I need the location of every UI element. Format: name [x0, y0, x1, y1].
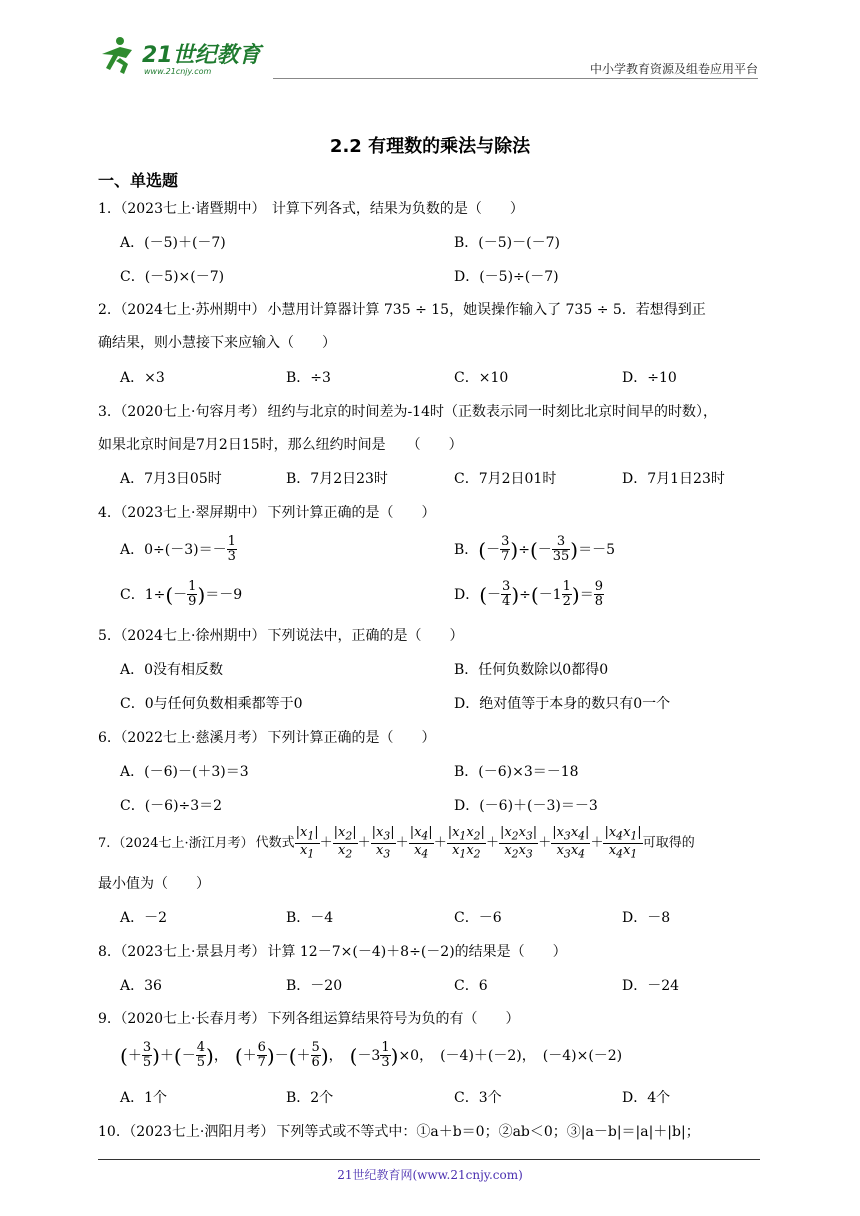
question-number: 4.: [98, 505, 112, 521]
question-source: （2023七上·泗阳月考）: [122, 1124, 275, 1140]
option-d[interactable]: D．÷10: [622, 370, 677, 386]
question-source: （2024七上·徐州期中）: [113, 628, 266, 644]
option-d[interactable]: D．－24: [622, 978, 680, 994]
option-d[interactable]: D．4个: [622, 1090, 671, 1106]
option-b[interactable]: B．－4: [286, 910, 334, 926]
header-rule: [273, 78, 758, 79]
question-source: （2024七上·苏州期中）: [113, 302, 266, 318]
question-number: 8.: [98, 944, 112, 960]
question-source: （2023七上·诸暨期中）: [113, 201, 266, 217]
question-2-cont: 确结果，则小慧接下来应输入（ ）: [98, 335, 336, 351]
option-d[interactable]: D．(－5)÷(－7): [454, 269, 559, 285]
question-source: （2023七上·景县月考）: [113, 944, 266, 960]
page-header: [98, 34, 758, 80]
question-9: [98, 1008, 760, 1028]
option-a[interactable]: A．－2: [120, 910, 168, 926]
site-logo: [98, 34, 268, 78]
question-stem: 计算下列各式，结果为负数的是（ ）: [267, 201, 524, 217]
option-b[interactable]: B．－20: [286, 978, 343, 994]
option-c[interactable]: C．(－5)×(－7): [120, 269, 225, 285]
option-b[interactable]: B．(－5)－(－7): [454, 235, 560, 251]
option-b[interactable]: B．7月2日23时: [286, 471, 388, 487]
option-a[interactable]: A．(－6)－(＋3)＝3: [120, 764, 249, 780]
question-number: 2.: [98, 302, 112, 318]
question-3-cont: 如果北京时间是7月2日15时，那么纽约时间是 （ ）: [98, 437, 463, 453]
question-10: [98, 1121, 760, 1141]
option-d[interactable]: D．7月1日23时: [622, 471, 725, 487]
option-c[interactable]: C．0与任何负数相乘都等于0: [120, 696, 303, 712]
question-number: 1.: [98, 201, 112, 217]
option-c[interactable]: C．3个: [454, 1090, 502, 1106]
site-tagline: 中小学教育资源及组卷应用平台: [589, 62, 758, 76]
option-c[interactable]: C．7月2日01时: [454, 471, 557, 487]
question-source: （2023七上·翠屏期中）: [113, 505, 266, 521]
question-5: [98, 625, 760, 645]
option-c[interactable]: C．×10: [454, 370, 509, 386]
svg-text:www.21cnjy.com: www.21cnjy.com: [144, 67, 212, 76]
option-a[interactable]: A．×3: [120, 370, 165, 386]
page-footer[interactable]: 21世纪教育网(www.21cnjy.com): [337, 1168, 523, 1182]
option-b[interactable]: B．÷3: [286, 370, 331, 386]
svg-text:21世纪教育: 21世纪教育: [142, 43, 261, 68]
question-6: [98, 727, 760, 747]
option-b[interactable]: B．(－ $\frac{3}{7}$ )÷(－ $\frac{3}{35}$ )＝－5: [454, 534, 616, 565]
question-7-cont: 最小值为（ ）: [98, 876, 210, 892]
question-number: 9.: [98, 1011, 112, 1027]
question-number: 5.: [98, 628, 112, 644]
question-source: （2022七上·慈溪月考）: [113, 730, 266, 746]
question-stem: 下列说法中，正确的是（ ）: [267, 628, 464, 644]
option-d[interactable]: D．绝对值等于本身的数只有0一个: [454, 696, 671, 712]
footer-rule: [98, 1159, 760, 1160]
question-number: 3.: [98, 404, 112, 420]
question-stem: 下列等式或不等式中：①a＋b＝0；②ab＜0；③|a－b|＝|a|＋|b|；: [276, 1124, 700, 1140]
question-1: [98, 198, 760, 218]
option-d[interactable]: D．(－ $\frac{3}{4}$ )÷(－1 $\frac{1}{2}$ )＝ $\frac{9}{8}$: [454, 579, 603, 610]
question-stem: 代数式: [255, 835, 295, 851]
option-a[interactable]: A．0没有相反数: [120, 662, 224, 678]
question-source: （2024七上·浙江月考）: [112, 835, 254, 851]
question-7: 7. （2024七上·浙江月考） 代数式 $\frac{|x_1|}{x_1}$ ＋ $\frac{|x_2|}{x_2}$ ＋ $\frac{|x_3|}{x_3}$ ＋ $\frac{|x_4|}{x_4}$ ＋ $\frac{|x_1x_2|}{x_1x_2}$ ＋ $\frac{|x_2x_3|}{x_2x_3}$ ＋ $\frac{|x_3x_4|}{x_3x_4}$ ＋ $\frac{|x_4x_1|}{x_4x_1}$ 可取得的: [98, 825, 695, 861]
question-stem: 纽约与北京的时间差为-14时（正数表示同一时刻比北京时间早的时数），: [267, 404, 717, 420]
question-number: 7.: [98, 835, 111, 851]
option-c[interactable]: C．6: [454, 978, 488, 994]
question-source: （2020七上·句容月考）: [113, 404, 266, 420]
question-stem: 计算 12－7×(－4)＋8÷(－2)的结果是（ ）: [267, 944, 567, 960]
option-c[interactable]: C．(－6)÷3＝2: [120, 798, 223, 814]
question-stem: 下列各组运算结果符号为负的有（ ）: [267, 1011, 520, 1027]
option-a[interactable]: A．7月3日05时: [120, 471, 222, 487]
question-number: 10.: [98, 1124, 121, 1140]
option-b[interactable]: B．任何负数除以0都得0: [454, 662, 609, 678]
page-title: 2.2 有理数的乘法与除法: [329, 136, 531, 157]
option-d[interactable]: D．－8: [622, 910, 671, 926]
question-9-expressions: (＋ $\frac{3}{5}$ )＋(－ $\frac{4}{5}$ )， (＋ $\frac{6}{7}$ )－(＋ $\frac{5}{6}$ )， (－3 $\frac{1}{3}$ )×0， (－4)＋(－2)， (－4)×(－2): [120, 1040, 623, 1071]
question-2: [98, 299, 760, 319]
question-stem: 小慧用计算器计算 735 ÷ 15，她误操作输入了 735 ÷ 5．若想得到正: [267, 302, 706, 318]
option-c[interactable]: C．－6: [454, 910, 502, 926]
question-stem: 下列计算正确的是（ ）: [267, 730, 436, 746]
option-a[interactable]: A．36: [120, 978, 162, 994]
section-heading: 一、单选题: [98, 171, 179, 190]
question-number: 6.: [98, 730, 112, 746]
question-3: [98, 401, 760, 421]
option-c[interactable]: C．1÷(－ $\frac{1}{9}$ )＝－9: [120, 579, 243, 610]
option-a[interactable]: A．0÷(－3)＝－ $\frac{1}{3}$: [120, 534, 236, 565]
question-stem: 下列计算正确的是（ ）: [267, 505, 436, 521]
option-a[interactable]: A．1个: [120, 1090, 168, 1106]
option-a[interactable]: A．(－5)＋(－7): [120, 235, 226, 251]
question-4: [98, 502, 760, 522]
option-b[interactable]: B．2个: [286, 1090, 334, 1106]
option-b[interactable]: B．(－6)×3＝－18: [454, 764, 579, 780]
question-8: [98, 941, 760, 961]
question-source: （2020七上·长春月考）: [113, 1011, 266, 1027]
option-d[interactable]: D．(－6)＋(－3)＝－3: [454, 798, 598, 814]
